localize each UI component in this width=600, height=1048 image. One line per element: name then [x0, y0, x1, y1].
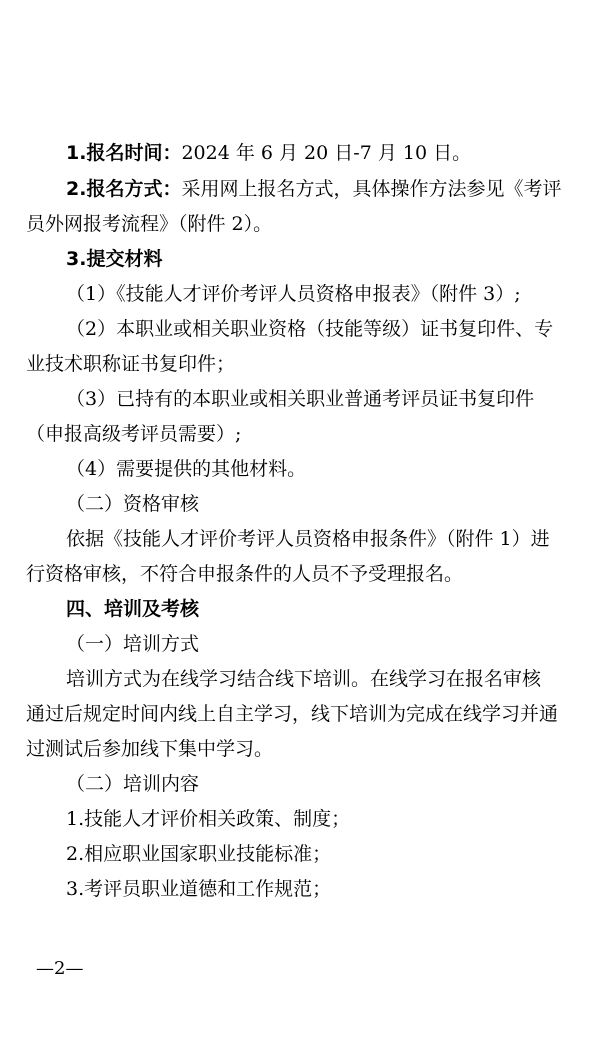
paragraph-line: 员外网报考流程》（附件 2）。: [26, 213, 273, 235]
paragraph-line: （申报高级考评员需要）;: [26, 423, 242, 445]
training-content-heading: （二）培训内容: [66, 773, 200, 795]
paragraph-line: 行资格审核，不符合申报条件的人员不予受理报名。: [26, 563, 464, 585]
registration-method-line: [0, 176, 600, 202]
registration-time-value: 2024 年 6 月 20 日-7 月 10 日。: [181, 142, 472, 164]
submit-materials-heading: 3.提交材料: [66, 248, 163, 270]
paragraph-line: （3）已持有的本职业或相关职业普通考评员证书复印件: [66, 388, 535, 410]
list-item: 1.技能人才评价相关政策、制度；: [66, 808, 351, 830]
paragraph-line: 通过后规定时间内线上自主学习，线下培训为完成在线学习并通: [26, 703, 559, 725]
paragraph-line: 过测试后参加线下集中学习。: [26, 738, 274, 760]
page-number: —2—: [36, 958, 84, 979]
list-item: 2.相应职业国家职业技能标准；: [66, 843, 332, 865]
registration-time-label: 1.报名时间：: [66, 142, 182, 164]
paragraph-line: （2）本职业或相关职业资格（技能等级）证书复印件、专: [66, 318, 554, 340]
section-four-heading: 四、培训及考核: [66, 598, 200, 620]
training-method-heading: （一）培训方式: [66, 633, 200, 655]
registration-time-line: [0, 140, 600, 166]
registration-method-label: 2.报名方式：: [66, 178, 182, 200]
paragraph-line: （4）需要提供的其他材料。: [66, 458, 307, 480]
registration-method-text: 采用网上报名方式，具体操作方法参见《考评: [181, 178, 562, 200]
paragraph-line: 培训方式为在线学习结合线下培训。在线学习在报名审核: [66, 668, 542, 690]
qualification-review-heading: （二）资格审核: [66, 493, 200, 515]
paragraph-line: （1）《技能人才评价考评人员资格申报表》（附件 3）;: [66, 283, 521, 305]
paragraph-line: 依据《技能人才评价考评人员资格申报条件》（附件 1）进: [66, 528, 550, 550]
paragraph-line: 业技术职称证书复印件；: [26, 353, 236, 375]
list-item: 3.考评员职业道德和工作规范；: [66, 878, 332, 900]
